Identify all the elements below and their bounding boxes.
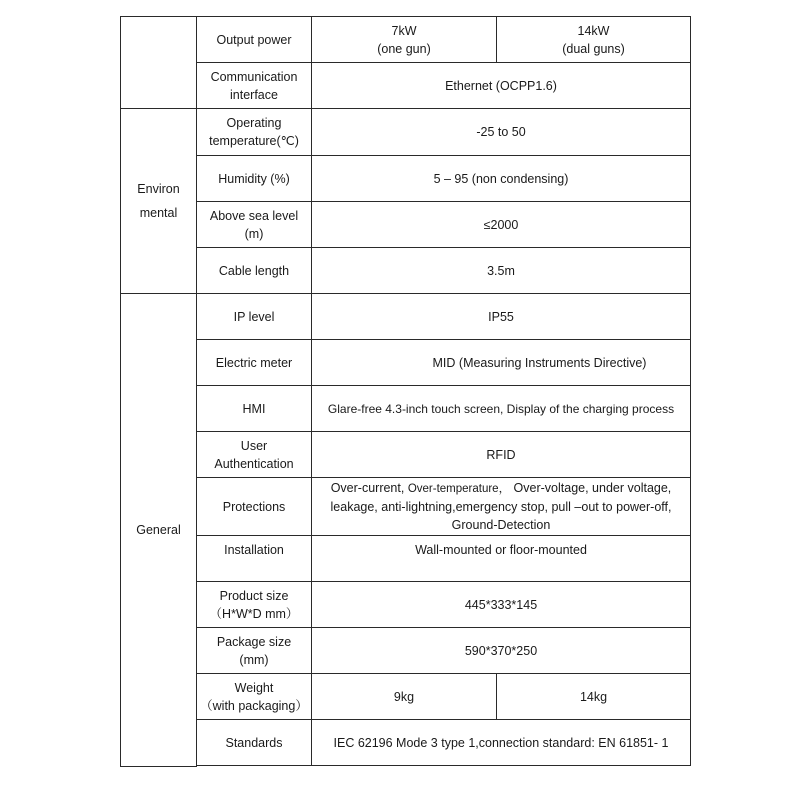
protections-line-2: leakage, anti-lightning,emergency stop, pull –out to power-off, xyxy=(330,500,672,514)
value-output-power-one-gun: 7kW (one gun) xyxy=(312,17,497,63)
spec-table xyxy=(120,16,692,767)
value-installation: Wall-mounted or floor-mounted xyxy=(312,536,691,582)
label-operating-temp: Operating temperature(℃) xyxy=(197,109,312,156)
value-altitude: ≤2000 xyxy=(312,202,691,248)
protections-text-1a: Over-current, xyxy=(330,481,408,495)
value-communication: Ethernet (OCPP1.6) xyxy=(312,63,691,109)
label-altitude: Above sea level (m) xyxy=(197,202,312,248)
label-communication: Communication interface xyxy=(197,63,312,109)
label-standards: Standards xyxy=(197,720,312,766)
row-package-size xyxy=(121,628,692,674)
row-product-size xyxy=(121,582,692,628)
row-weight xyxy=(121,674,692,720)
label-protections: Protections xyxy=(197,478,312,536)
row-operating-temp xyxy=(121,109,692,156)
spacer-cell xyxy=(312,766,497,767)
group-general: General xyxy=(121,294,197,767)
protections-line-1 xyxy=(315,479,687,498)
protections-line-3: Ground-Detection xyxy=(451,518,551,532)
row-spacer xyxy=(121,766,692,767)
label-package-size: Package size (mm) xyxy=(197,628,312,674)
spacer-cell xyxy=(497,766,691,767)
value-package-size: 590*370*250 xyxy=(312,628,691,674)
row-user-auth xyxy=(121,432,692,478)
spacer-cell xyxy=(197,766,312,767)
row-hmi xyxy=(121,386,692,432)
value-protections xyxy=(312,478,691,536)
value-cable-length: 3.5m xyxy=(312,248,691,294)
value-product-size: 445*333*145 xyxy=(312,582,691,628)
protections-text-1b: Over-temperature， xyxy=(407,483,511,495)
value-output-power-dual-guns: 14kW (dual guns) xyxy=(497,17,691,63)
row-altitude xyxy=(121,202,692,248)
protections-text-1c: Over-voltage, under voltage, xyxy=(510,481,672,495)
label-cable-length: Cable length xyxy=(197,248,312,294)
value-humidity: 5 – 95 (non condensing) xyxy=(312,156,691,202)
row-electric-meter xyxy=(121,340,692,386)
row-cable-length xyxy=(121,248,692,294)
label-product-size: Product size （H*W*D mm） xyxy=(197,582,312,628)
row-output-power xyxy=(121,17,692,63)
value-operating-temp: -25 to 50 xyxy=(312,109,691,156)
group-empty-cell xyxy=(121,17,197,109)
value-standards: IEC 62196 Mode 3 type 1,connection standard: EN 61851- 1 xyxy=(312,720,691,766)
group-environmental: Environ mental xyxy=(121,109,197,294)
value-electric-meter: MID (Measuring Instruments Directive) xyxy=(312,340,691,386)
label-output-power: Output power xyxy=(197,17,312,63)
row-protections xyxy=(121,478,692,536)
label-user-auth: User Authentication xyxy=(197,432,312,478)
value-user-auth: RFID xyxy=(312,432,691,478)
row-humidity xyxy=(121,156,692,202)
row-communication xyxy=(121,63,692,109)
row-ip-level xyxy=(121,294,692,340)
label-humidity: Humidity (%) xyxy=(197,156,312,202)
value-hmi: Glare-free 4.3-inch touch screen, Display of the charging process xyxy=(312,386,691,432)
label-hmi: HMI xyxy=(197,386,312,432)
spacer-cell xyxy=(691,766,692,767)
value-ip-level: IP55 xyxy=(312,294,691,340)
value-weight-b: 14kg xyxy=(497,674,691,720)
row-installation xyxy=(121,536,692,582)
label-electric-meter: Electric meter xyxy=(197,340,312,386)
label-weight: Weight （with packaging） xyxy=(197,674,312,720)
label-ip-level: IP level xyxy=(197,294,312,340)
value-weight-a: 9kg xyxy=(312,674,497,720)
row-standards xyxy=(121,720,692,766)
label-installation: Installation xyxy=(197,536,312,582)
